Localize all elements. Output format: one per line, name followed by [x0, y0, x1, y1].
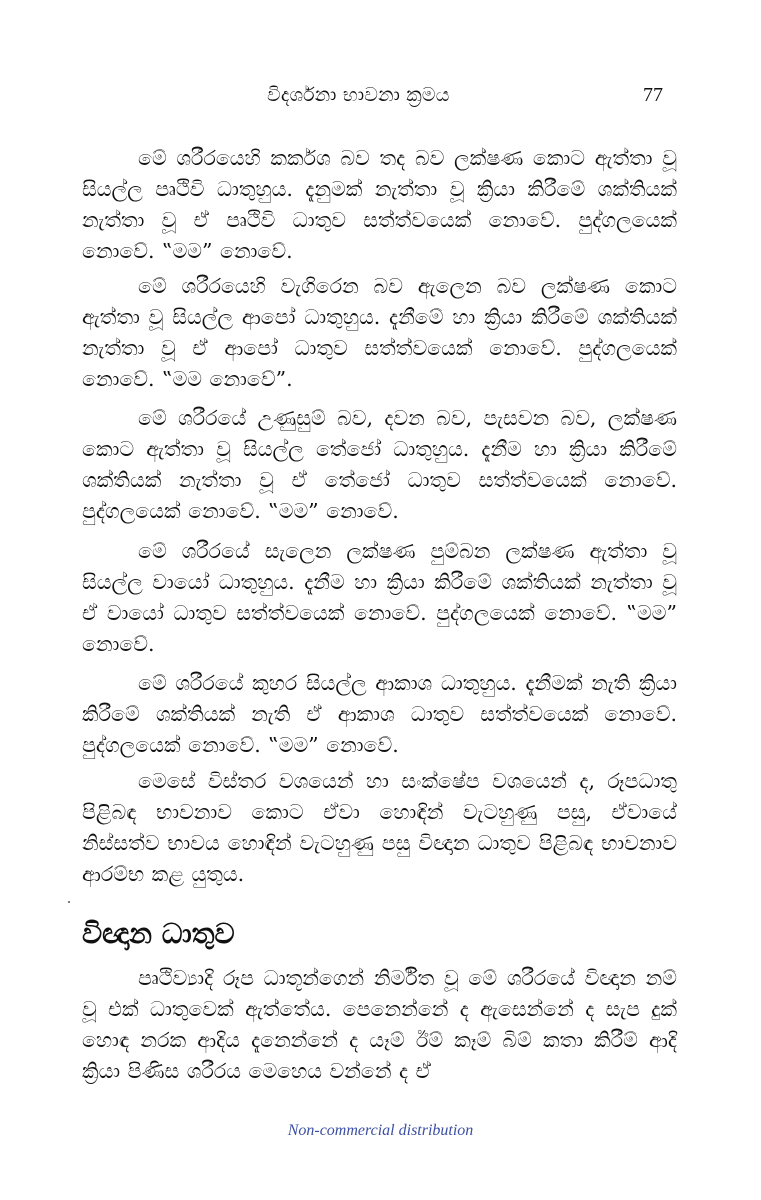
- paragraph-text: මේ ශරීරයෙහි කර්කශ බව තද බව ලක්ෂණ කොට ඇත්තා වූ සියල්ල පෘථිවි ධාතුහුය. දැනුමක් නැත්තා වූ ක්‍රියා කිරීමේ ශක්තියක් නැත්තා වූ ඒ පෘථිවි ධාතුව සත්ත්වයෙක් නොවේ. පුද්ගලයෙක් නොවේ. ‟මම” නොවේ.: [82, 146, 677, 263]
- paragraph-akasa: [82, 668, 677, 761]
- running-header: [82, 84, 677, 114]
- section-heading: විඥාන ධාතුව: [82, 917, 235, 950]
- paragraph-text: මෙසේ විස්තර වශයෙන් හා සංක්ෂේප වශයෙන් ද, රූපධාතු පිළිබඳ භාවනාව කොට ඒවා හොඳින් වැටහුණු පසු, ඒවායේ නිස්සත්ව භාවය හොඳින් වැටහුණු පසු විඥාන ධාතුව පිළිබඳ භාවනාව ආරම්භ කළ යුතුය.: [82, 769, 677, 886]
- paragraph-summary: [82, 766, 677, 890]
- paragraph-text: මේ ශරීරයේ උණුසුම් බව, දවන බව, පැසවන බව, ලක්ෂණ කොට ඇත්තා වූ සියල්ල තේජෝ ධාතුහුය. දැනීම හා ක්‍රියා කිරීමේ ශක්තියක් නැත්තා වූ ඒ තේජෝ ධාතුව සත්ත්වයෙක් නොවේ. පුද්ගලයෙක් නොවේ. ‟මම” නොවේ.: [82, 406, 677, 523]
- distribution-note: Non-commercial distribution: [287, 1122, 474, 1139]
- paragraph-text: මේ ශරීරයේ සැලෙන ලක්ෂණ පුම්බන ලක්ෂණ ඇත්තා වූ සියල්ල වායෝ ධාතුහුය. දැනීම හා ක්‍රියා කිරීමේ ශක්තියක් නැත්තා වූ ඒ වායෝ ධාතුව සත්ත්වයෙක් නොවේ. පුද්ගලයෙක් නොවේ. ‟මම” නොවේ.: [82, 539, 677, 656]
- paragraph-text: පෘථිව්‍යාදි රූප ධාතූන්ගෙන් නිර්මිත වූ මේ ශරීරයේ විඥාන නම් වූ එක් ධාතුවෙක් ඇත්තේය. පෙනෙන්නේ ද ඇසෙන්නේ ද සැප දුක් හොඳ නරක ආදිය දැනෙන්නේ ද යෑම් ඊම් කෑම් බිම් කතා කිරීම් ආදි ක්‍රියා පිණිස ශරීරය මෙහෙය වන්නේ ද ඒ: [82, 966, 677, 1083]
- paragraph-text: මේ ශරීරයේ කුහර සියල්ල ආකාශ ධාතුහුය. දැනීමක් නැති ක්‍රියා කිරීමේ ශක්තියක් නැති ඒ ආකාශ ධාතුව සත්ත්වයෙක් නොවේ. පුද්ගලයෙක් නොවේ. ‟මම” නොවේ.: [82, 671, 677, 757]
- paragraph-text: මේ ශරීරයෙහි වැගිරෙන බව ඇලෙන බව ලක්ෂණ කොට ඇත්තා වූ සියල්ල ආපෝ ධාතුහුය. දැනීමේ හා ක්‍රියා කිරීමේ ශක්තියක් නැත්තා වූ ඒ ආපෝ ධාතුව සත්ත්වයෙක් නොවේ. පුද්ගලයෙක් නොවේ. ‟මම නොවේ”.: [82, 274, 677, 391]
- paragraph-tejo: [82, 403, 677, 527]
- running-title: විදර්ශනා භාවනා ක්‍රමය: [267, 84, 450, 106]
- page-speck: [68, 901, 70, 903]
- paragraph-apo: [82, 271, 677, 395]
- paragraph-vinnana: [82, 963, 677, 1087]
- paragraph-vayo: [82, 536, 677, 660]
- page-number: 77: [643, 84, 663, 106]
- paragraph-pathavi: [82, 143, 677, 267]
